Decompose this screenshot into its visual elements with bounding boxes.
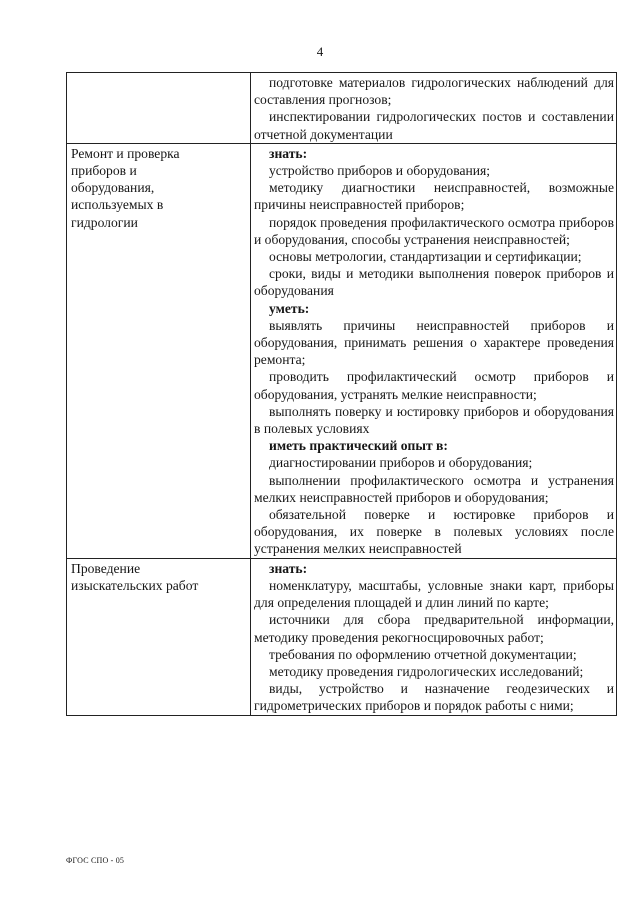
requirement-item: выполнении профилактического осмотра и устранения мелких неисправностей приборов и оборудования; xyxy=(254,472,614,505)
requirement-item: методику диагностики неисправностей, возможные причины неисправностей приборов; xyxy=(254,180,614,213)
requirement-item: устройство приборов и оборудования; xyxy=(269,163,491,179)
requirement-item: подготовке материалов гидрологических наблюдений для составления прогнозов; xyxy=(254,75,614,108)
section-heading-able: уметь: xyxy=(269,300,310,316)
requirement-item: порядок проведения профилактического осмотра приборов и оборудования, способы устранения неисправностей; xyxy=(254,214,614,247)
page-number: 4 xyxy=(316,44,324,59)
requirements-cell xyxy=(251,558,617,715)
requirement-item: виды, устройство и назначение геодезических и гидрометрических приборов и порядок работы с ними; xyxy=(254,681,614,714)
table-row xyxy=(67,143,617,558)
requirement-item: основы метрологии, стандартизации и сертификации; xyxy=(269,249,582,265)
requirement-item: выявлять причины неисправностей приборов и оборудования, принимать решения о характере проведения ремонта; xyxy=(254,317,614,368)
requirements-cell xyxy=(251,143,617,558)
section-heading-experience: иметь практический опыт в: xyxy=(269,438,448,454)
competency-label: Проведение изыскательских работ xyxy=(71,560,199,593)
competency-label-cell xyxy=(67,143,251,558)
requirement-item: обязательной поверке и юстировке приборов и оборудования, их поверке в полевых условиях после устранения мелких неисправностей xyxy=(254,507,614,557)
requirement-item: сроки, виды и методики выполнения поверок приборов и оборудования xyxy=(254,266,614,299)
requirement-item: источники для сбора предварительной информации, методику проведения рекогносцировочных работ; xyxy=(254,612,614,645)
competency-label-cell xyxy=(67,558,251,715)
requirement-item: требования по оформлению отчетной документации; xyxy=(269,646,577,662)
requirement-item: инспектировании гидрологических постов и составлении отчетной документации xyxy=(254,109,614,142)
table-row xyxy=(67,558,617,715)
requirement-item: методику проведения гидрологических исследований; xyxy=(269,663,584,679)
competency-table xyxy=(66,72,617,716)
requirement-item: проводить профилактический осмотр приборов и оборудования, устранять мелкие неисправности; xyxy=(254,369,614,402)
requirement-item: диагностировании приборов и оборудования; xyxy=(269,455,533,471)
table-row xyxy=(67,73,617,144)
competency-label: Ремонт и проверка приборов и оборудования, используемых в гидрологии xyxy=(71,145,180,230)
footer-document-code: ФГОС СПО - 05 xyxy=(66,856,125,865)
section-heading-know: знать: xyxy=(269,145,308,161)
competency-label-cell xyxy=(67,73,251,144)
section-heading-know: знать: xyxy=(269,560,308,576)
requirement-item: номенклатуру, масштабы, условные знаки карт, приборы для определения площадей и длин линий по карте; xyxy=(254,577,614,611)
requirements-cell xyxy=(251,73,617,144)
requirement-item: выполнять поверку и юстировку приборов и оборудования в полевых условиях xyxy=(254,403,614,437)
